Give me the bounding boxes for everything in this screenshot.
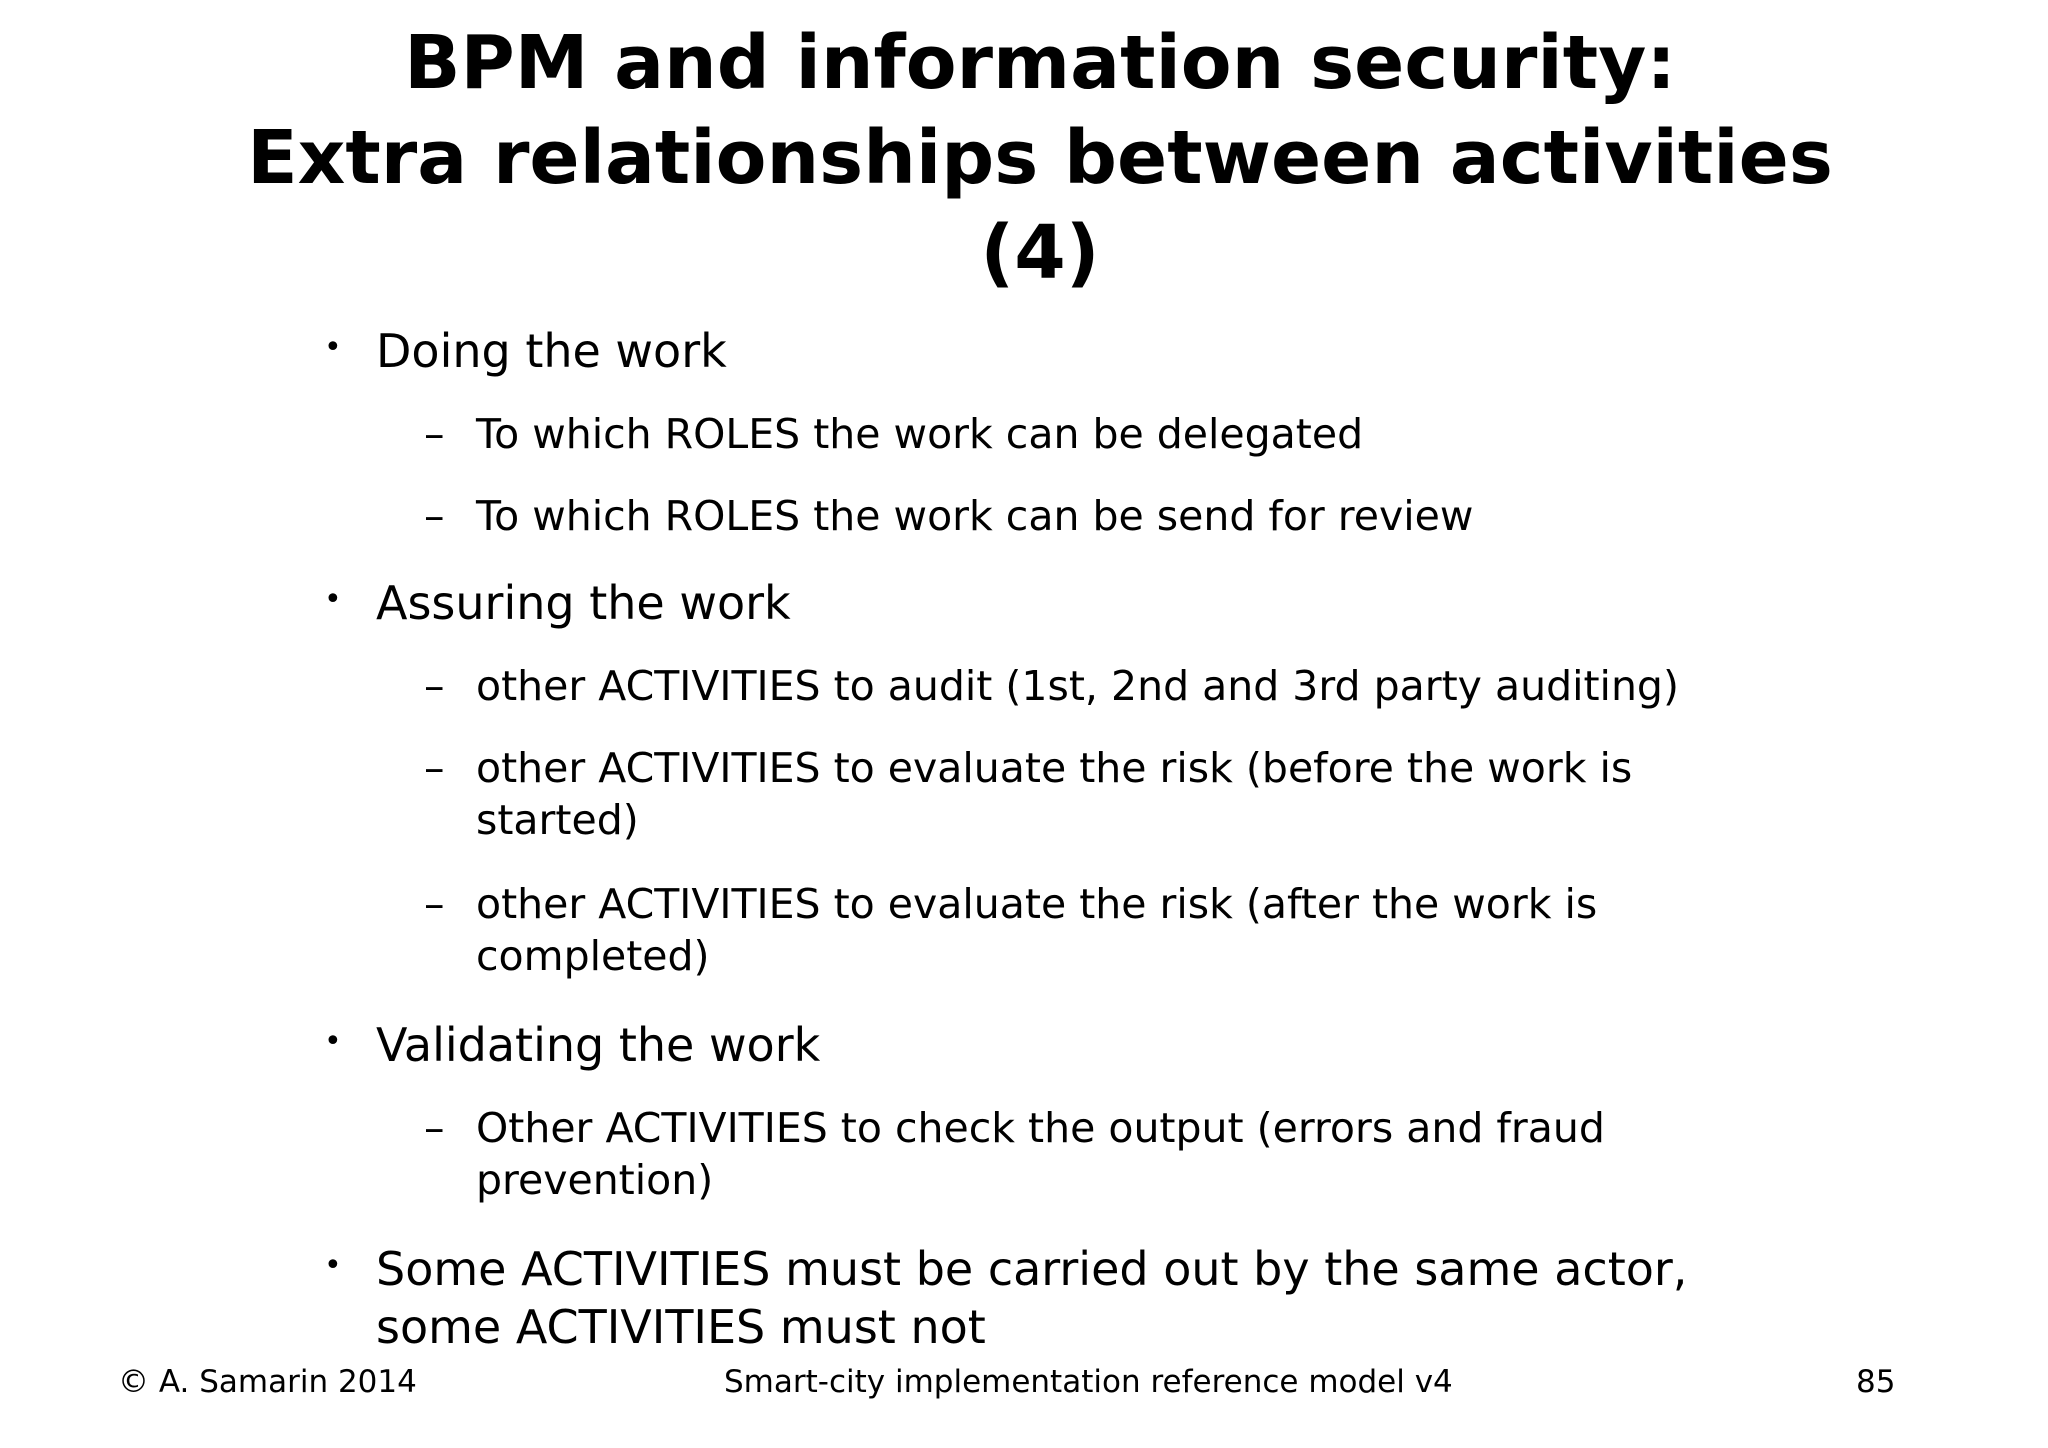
sub-line: started)	[476, 796, 639, 844]
dash-icon: –	[424, 1104, 445, 1152]
bullet-icon: •	[324, 582, 342, 617]
sub-line: other ACTIVITIES to evaluate the risk (after the work is	[476, 880, 1598, 928]
title-line: (4)	[980, 210, 1100, 296]
footer-presentation-title: Smart-city implementation reference model v4	[724, 1364, 1453, 1400]
dash-icon: –	[424, 880, 445, 928]
sub-line: To which ROLES the work can be delegated	[476, 410, 1364, 458]
bullet-line: Validating the work	[376, 1018, 821, 1072]
sub-text	[476, 878, 1876, 982]
dash-icon: –	[424, 662, 445, 710]
bullet-line: Doing the work	[376, 324, 727, 378]
dash-icon: –	[424, 492, 445, 540]
sub-line: other ACTIVITIES to evaluate the risk (before the work is	[476, 744, 1633, 792]
bullet-icon: •	[324, 1024, 342, 1059]
sub-line: other ACTIVITIES to audit (1st, 2nd and 3rd party auditing)	[476, 662, 1679, 710]
bullet-text	[376, 1016, 1816, 1074]
bullet-line: Assuring the work	[376, 576, 791, 630]
bullet-line: some ACTIVITIES must not	[376, 1300, 986, 1354]
bullet-text	[376, 1240, 1816, 1356]
dash-icon: –	[424, 744, 445, 792]
sub-line: prevention)	[476, 1156, 714, 1204]
title-line: Extra relationships between activities	[247, 115, 1833, 201]
bullet-icon: •	[324, 1248, 342, 1283]
sub-text	[476, 742, 1876, 846]
bullet-icon: •	[324, 330, 342, 365]
sub-text	[476, 408, 1876, 460]
footer-copyright: © A. Samarin 2014	[118, 1364, 417, 1400]
bullet-text	[376, 322, 1816, 380]
dash-icon: –	[424, 410, 445, 458]
sub-text	[476, 1102, 1876, 1206]
sub-line: Other ACTIVITIES to check the output (errors and fraud	[476, 1104, 1605, 1152]
bullet-line: Some ACTIVITIES must be carried out by the same actor,	[376, 1242, 1688, 1296]
sub-line: To which ROLES the work can be send for review	[476, 492, 1474, 540]
title-line: BPM and information security:	[404, 20, 1676, 106]
footer-page-number: 85	[1856, 1364, 1896, 1400]
sub-line: completed)	[476, 932, 710, 980]
sub-text	[476, 490, 1876, 542]
sub-text	[476, 660, 1876, 712]
bullet-text	[376, 574, 1816, 632]
